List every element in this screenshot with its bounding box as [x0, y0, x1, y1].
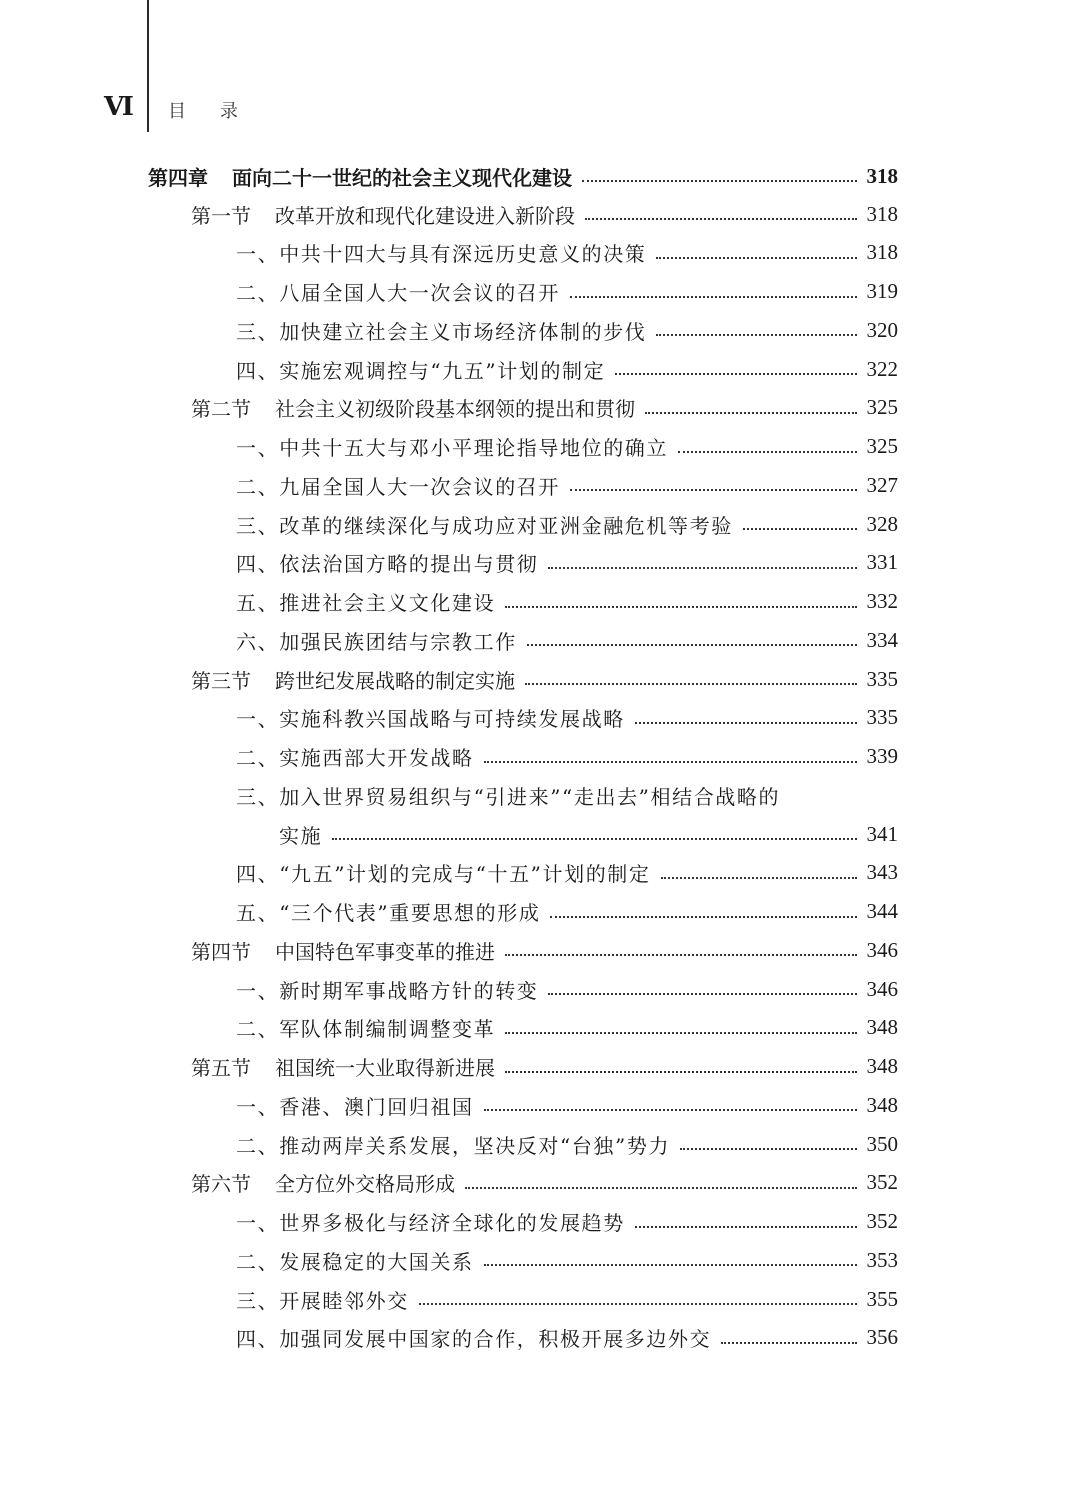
leader-dots	[484, 1264, 857, 1266]
page-ref: 355	[866, 1286, 898, 1311]
item-title: 一、中共十四大与具有深远历史意义的决策	[236, 242, 647, 267]
leader-dots	[635, 722, 857, 724]
item-title: 三、加快建立社会主义市场经济体制的步伐	[236, 319, 647, 344]
toc-section[interactable]	[191, 1165, 898, 1201]
leader-dots	[635, 1226, 857, 1228]
toc-item[interactable]	[236, 1087, 898, 1123]
toc-item[interactable]	[236, 855, 898, 891]
leader-dots	[550, 916, 856, 918]
toc-item[interactable]	[236, 545, 898, 581]
toc-item[interactable]	[236, 312, 898, 348]
toc-section[interactable]	[191, 932, 898, 968]
leader-dots	[484, 1109, 857, 1111]
item-title: 二、发展稳定的大国关系	[236, 1249, 474, 1274]
page-ref: 332	[866, 589, 898, 613]
page-ref: 348	[866, 1054, 898, 1078]
page-ref: 335	[866, 666, 898, 691]
item-title: 二、推动两岸关系发展，坚决反对“台独”势力	[236, 1133, 671, 1158]
toc-item[interactable]	[236, 894, 898, 930]
page-ref: 318	[866, 240, 898, 265]
leader-dots	[505, 1071, 857, 1073]
toc-item[interactable]	[236, 584, 898, 620]
leader-dots	[332, 838, 856, 840]
page-ref: 327	[866, 472, 898, 497]
running-head: 目录	[168, 101, 272, 122]
leader-dots	[527, 644, 857, 646]
page-ref: 344	[866, 899, 898, 923]
leader-dots	[419, 1303, 857, 1305]
page-ref: 335	[866, 705, 898, 730]
page-ref: 341	[866, 821, 898, 846]
leader-dots	[721, 1342, 856, 1344]
leader-dots	[525, 683, 857, 685]
item-title: 二、实施西部大开发战略	[236, 746, 474, 770]
section-label: 第四节	[191, 939, 251, 964]
item-title: 三、开展睦邻外交	[236, 1288, 409, 1313]
toc-item[interactable]	[236, 1320, 898, 1356]
toc-item[interactable]	[236, 235, 898, 271]
page-ref: 322	[866, 356, 898, 381]
item-title: 二、九届全国人大一次会议的召开	[236, 474, 560, 499]
toc-item-continuation[interactable]	[279, 816, 898, 852]
item-title: 二、军队体制编制调整变革	[236, 1017, 496, 1042]
toc-item[interactable]	[236, 1204, 898, 1240]
leader-dots	[505, 954, 857, 956]
page-ref: 343	[866, 860, 898, 885]
toc-item[interactable]	[236, 351, 898, 387]
toc-item[interactable]	[236, 700, 898, 736]
leader-dots	[680, 1148, 856, 1150]
page-ref: 339	[866, 744, 898, 768]
page-ref: 334	[866, 627, 898, 652]
page-ref: 352	[866, 1170, 898, 1195]
page-ref: 318	[866, 201, 898, 226]
page-ref: 353	[866, 1247, 898, 1272]
leader-dots	[484, 761, 857, 763]
leader-dots	[678, 451, 857, 453]
page-ref: 356	[866, 1325, 898, 1350]
toc-item[interactable]	[236, 1126, 898, 1162]
section-title: 祖国统一大业取得新进展	[275, 1056, 495, 1080]
toc-section[interactable]	[191, 1049, 898, 1085]
toc-item[interactable]	[236, 429, 898, 465]
header-rule	[147, 0, 149, 132]
section-title: 全方位外交格局形成	[275, 1172, 455, 1197]
leader-dots	[505, 606, 856, 608]
page-ref: 318	[866, 163, 898, 188]
item-title: 二、八届全国人大一次会议的召开	[236, 281, 560, 305]
item-title: 四、依法治国方略的提出与贯彻	[236, 552, 539, 577]
page-ref: 352	[866, 1209, 898, 1233]
item-title: 六、加强民族团结与宗教工作	[236, 629, 517, 654]
toc-item[interactable]	[236, 777, 780, 813]
section-title: 社会主义初级阶段基本纲领的提出和贯彻	[275, 397, 635, 422]
page-ref: 325	[866, 434, 898, 458]
page-ref: 346	[866, 937, 898, 962]
leader-dots	[743, 528, 857, 530]
chapter-label: 第四章	[148, 165, 208, 190]
leader-dots	[570, 489, 857, 491]
item-title: 一、香港、澳门回归祖国	[236, 1094, 474, 1119]
item-title: 一、新时期军事战略方针的转变	[236, 978, 539, 1003]
page-ref: 346	[866, 976, 898, 1001]
toc-item[interactable]	[236, 971, 898, 1007]
item-title: 四、“九五”计划的完成与“十五”计划的制定	[236, 862, 651, 887]
toc-item[interactable]	[236, 739, 898, 775]
leader-dots	[582, 180, 857, 182]
item-title: 三、改革的继续深化与成功应对亚洲金融危机等考验	[236, 513, 733, 538]
toc-item[interactable]	[236, 1242, 898, 1278]
page-number: Ⅵ	[104, 92, 131, 121]
leader-dots	[465, 1187, 857, 1189]
leader-dots	[570, 296, 857, 298]
page-ref: 328	[866, 511, 898, 536]
toc-section[interactable]	[191, 196, 898, 232]
section-label: 第二节	[191, 397, 251, 422]
section-title: 中国特色军事变革的推进	[275, 939, 495, 964]
page-ref: 319	[866, 279, 898, 303]
item-title-continued: 实施	[279, 823, 323, 848]
page-ref: 331	[866, 550, 898, 575]
leader-dots	[661, 877, 857, 879]
item-title: 四、加强同发展中国家的合作，积极开展多边外交	[236, 1327, 712, 1352]
chapter-title: 面向二十一世纪的社会主义现代化建设	[232, 165, 572, 190]
item-title: 五、推进社会主义文化建设	[236, 591, 496, 615]
page-ref: 348	[866, 1092, 898, 1117]
section-title: 改革开放和现代化建设进入新阶段	[275, 203, 575, 228]
toc-item[interactable]	[236, 1281, 898, 1317]
toc-item[interactable]	[236, 506, 898, 542]
leader-dots	[656, 334, 856, 336]
page-ref: 348	[866, 1015, 898, 1040]
toc-item[interactable]	[236, 467, 898, 503]
item-title: 三、加入世界贸易组织与“引进来”“走出去”相结合战略的	[236, 784, 781, 809]
toc-item[interactable]	[236, 274, 898, 310]
section-label: 第五节	[191, 1056, 251, 1080]
toc-section[interactable]	[191, 390, 898, 426]
section-label: 第一节	[191, 203, 251, 228]
item-title: 一、世界多极化与经济全球化的发展趋势	[236, 1211, 625, 1235]
page-ref: 325	[866, 395, 898, 420]
toc-item[interactable]	[236, 622, 898, 658]
leader-dots	[548, 993, 856, 995]
section-label: 第三节	[191, 668, 251, 693]
section-label: 第六节	[191, 1172, 251, 1197]
leader-dots	[585, 218, 857, 220]
item-title: 一、实施科教兴国战略与可持续发展战略	[236, 707, 625, 732]
page-ref: 320	[866, 317, 898, 342]
toc-chapter[interactable]	[148, 158, 898, 194]
leader-dots	[548, 567, 856, 569]
item-title: 五、“三个代表”重要思想的形成	[236, 901, 541, 925]
leader-dots	[615, 373, 856, 375]
leader-dots	[656, 257, 856, 259]
item-title: 一、中共十五大与邓小平理论指导地位的确立	[236, 436, 668, 460]
leader-dots	[645, 412, 857, 414]
leader-dots	[505, 1032, 856, 1034]
item-title: 四、实施宏观调控与“九五”计划的制定	[236, 358, 606, 383]
toc-item[interactable]	[236, 1010, 898, 1046]
toc-section[interactable]	[191, 661, 898, 697]
page-ref: 350	[866, 1131, 898, 1156]
section-title: 跨世纪发展战略的制定实施	[275, 668, 515, 693]
